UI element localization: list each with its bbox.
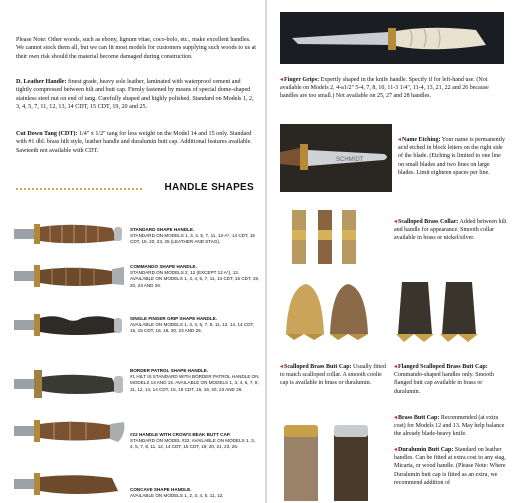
bullet-icon: ◂ (394, 364, 398, 370)
standard-shape-desc: STANDARD ON MODELS 1, 3, 4, 5, 7, 11, 12-A*, 14 CDT, 15 CDT, 19, 20, 23, 25 (LEATHER AND STAG). (130, 233, 255, 245)
scalloped-butt-cap-image (282, 278, 372, 348)
brass-cap-text (394, 414, 508, 439)
concave-shape-caption (130, 487, 260, 499)
scalloped-cap-text (280, 363, 388, 388)
bullet-icon: ◂ (280, 364, 284, 370)
cdt-heading: Cut Down Tang (CDT): (16, 131, 78, 137)
name-etching-knife-image (280, 124, 392, 192)
duralumin-cap-text (394, 446, 508, 487)
finger-grip-handle-image (14, 306, 126, 344)
flanged-cap-text (394, 363, 508, 396)
flanged-cap-body: Commando-shaped handles only. Smooth flanged butt cap available in brass or duralumin. (394, 372, 494, 395)
finger-grips-body: Expertly shaped in the knife handle. Specify if for left-hand use. (Not available on Models 2, 4-a1/2" 5-4, 7, 8, 10, 11-3 1/4", 11-4, 13, 21, 22 and 26 because handles are too small.) Not available on 25, 27 and 28 handles. (280, 77, 489, 100)
brass-cap-heading: Brass Butt Cap: (398, 415, 440, 421)
finger-grip-knife-image (280, 12, 504, 64)
name-etching-body: Your name is permanently acid etched in block letters on the right side of the blade. (Etching is limited to one line on small blades and two lines on large blades. Limit eighteen spaces per line. (398, 137, 506, 176)
scalloped-collar-image (282, 206, 368, 268)
standard-handle-image (14, 216, 126, 252)
scalloped-collar-text (394, 218, 508, 243)
cdt-paragraph (16, 130, 256, 155)
handle-shapes-title: HANDLE SHAPES (164, 182, 254, 193)
commando-shape-name: COMMANDO SHAPE HANDLE. (130, 264, 197, 269)
intro-note: Please Note: Other woods, such as ebony, lignum vitae, coco-bolo, etc., make excellent handles. We cannot stock them all, but we can fit most models for customers supplying such woods to us at their own risk should the material become damaged during construction. (16, 37, 257, 60)
border-patrol-handle-image (14, 364, 126, 404)
crows-beak-shape-desc: STANDARD ON MODEL #22. AVAILABLE ON MODELS 1, 3, 4, 5, 7, 8, 11, 12, 14 CDT, 15 CDT, 19, 20, 21, 23, 26. (130, 438, 255, 450)
finger-grip-shape-desc: AVAILABLE ON MODELS 1, 3, 4, 5, 7, 8, 11, 12, 14, 14 CDT, 15, 15 CDT, 16, 19, 20, 23 AND 26. (130, 322, 255, 334)
etched-name: SCHMIDT (336, 157, 364, 163)
commando-shape-desc: STANDARD ON MODELS 2, 12 (EXCEPT 12 A*), 13. AVAILABLE ON MODELS 1, 3, 4, 5, 7, 11, 14 CDT, 15 CDT, 19, 20, 23 AND 26. (130, 270, 260, 288)
column-divider (265, 0, 267, 503)
concave-shape-name: CONCAVE SHAPE HANDLE. (130, 487, 192, 492)
scalloped-cap-body: Usually fitted to match scalloped collar. A smooth coolie cap is available in brass or duralumin. (280, 364, 386, 387)
flanged-butt-cap-image (392, 278, 482, 348)
duralumin-cap-body: Standard on leather handles. Can be fitted at extra cost to any stag, Micarta, or wood handle. (Please Note: Where Duralumin butt cap is fitted as an extra, we recommend addition of (394, 447, 506, 486)
dotted-rule (16, 188, 142, 190)
crows-beak-shape-name: #22 HANDLE WITH CROW'S BEAK BUTT CAP. (130, 432, 231, 437)
leather-handle-body: finest grade, heavy sole leather, laminated with waterproof cement and tightly compressed between hilt and butt cap. Firmly fastened by means of special dome-shaped stainless steel nut on end of tang. Carefully shaped and highly polished. Standard on Models 1, 2, 3, 4, 5, 7, 11, 12, 13, 14 CDT, 15 CDT, 19, 20 and 25. (16, 79, 254, 110)
finger-grips-text (280, 76, 508, 101)
crows-beak-handle-image (14, 412, 126, 450)
butt-cap-examples-image (276, 425, 376, 501)
scalloped-cap-heading: Scalloped Brass Butt Cap: (284, 364, 352, 370)
scalloped-collar-heading: Scalloped Brass Collar: (398, 219, 459, 225)
concave-handle-image (14, 463, 126, 503)
scalloped-collar-body: Added between hilt and handle for appearance. Smooth collar available in brass or nickel/silver. (394, 219, 507, 242)
name-etching-heading: Name Etching: (402, 137, 441, 143)
standard-shape-name: STANDARD SHAPE HANDLE. (130, 227, 195, 232)
bullet-icon: ◂ (394, 415, 398, 421)
bullet-icon: ◂ (394, 447, 398, 453)
leather-handle-paragraph (16, 78, 256, 111)
bullet-icon: ◂ (398, 137, 402, 143)
name-etching-text (398, 136, 508, 177)
finger-grip-shape-name: SINGLE FINGER GRIP SHAPE HANDLE. (130, 316, 217, 321)
duralumin-cap-heading: Duralumin Butt Cap: (398, 447, 454, 453)
bullet-icon: ◂ (394, 219, 398, 225)
border-patrol-shape-name: BORDER PATROL SHAPE HANDLE. (130, 368, 209, 373)
concave-shape-desc: AVAILABLE ON MODELS 1, 2, 3, 4, 5, 11, 12, (130, 493, 224, 499)
finger-grips-heading: Finger Grips: (284, 77, 320, 83)
standard-shape-caption (130, 227, 260, 246)
commando-handle-image (14, 258, 126, 294)
border-patrol-shape-caption (130, 368, 260, 393)
crows-beak-shape-caption (130, 432, 260, 451)
leather-handle-heading: D. Leather Handle: (16, 79, 67, 85)
handle-shapes-header (16, 182, 260, 196)
commando-shape-caption (130, 264, 260, 289)
border-patrol-shape-desc: #1 HILT IS STANDARD WITH BORDER PATROL HANDLE ON MODELS 14 AND 15. AVAILABLE ON MODELS 1, 3, 4, 5, 7, 8, 11, 12, 14, 14 CDT, 15, 15 CDT, 16, 19, 20, 23 AND 26. (130, 374, 259, 392)
bullet-icon: ◂ (280, 77, 284, 83)
flanged-cap-heading: Flanged Scalloped Brass Butt Cap: (398, 364, 488, 370)
brass-cap-body: Recommended (at extra cost) for Models 12 and 13. May help balance the already blade-heavy knife. (394, 415, 505, 438)
cdt-body: 1/4" x 1/2" tang for less weight on the Model 14 and 15 only. Standard with #1 dbl. brass hilt style, leather handle and duralumin butt cap. Additional features available. Sawteeth not available with CDT. (16, 131, 252, 154)
finger-grip-shape-caption (130, 316, 260, 335)
